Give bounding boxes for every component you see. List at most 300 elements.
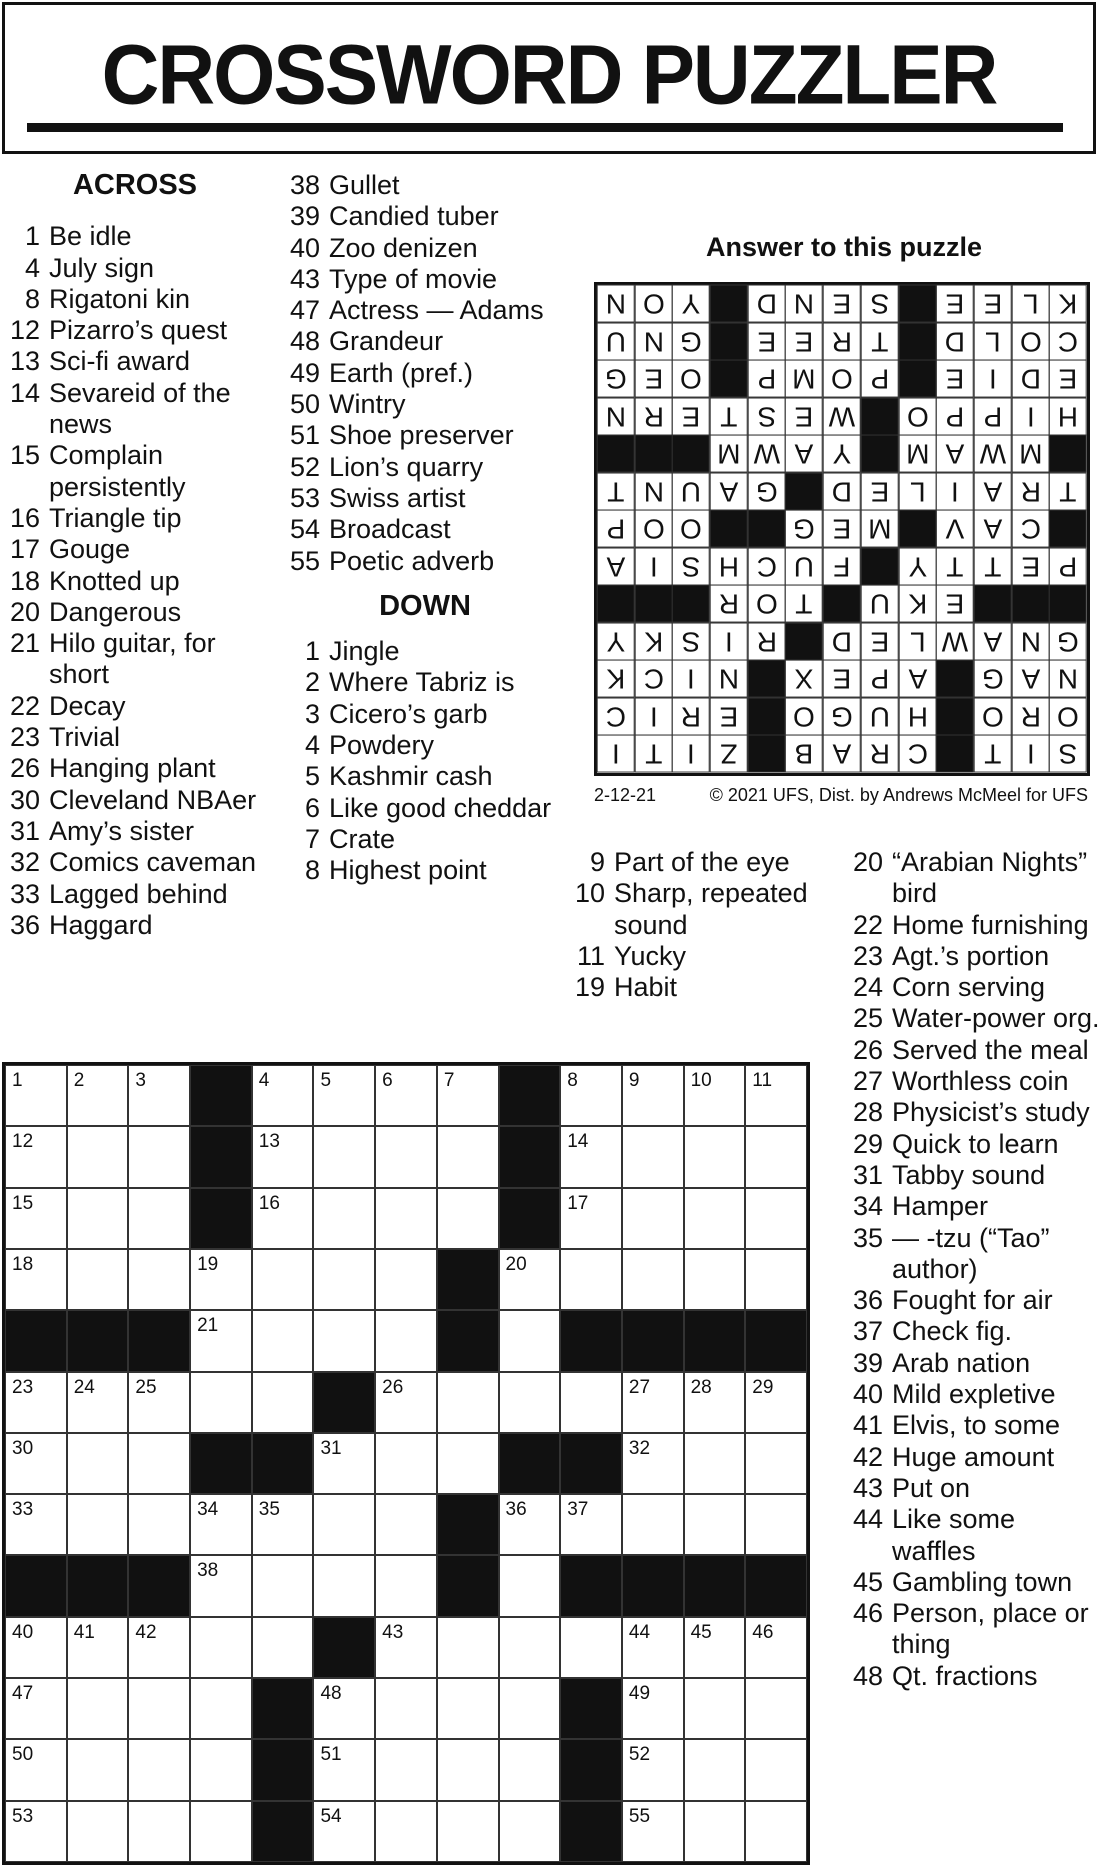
across-clue-list xyxy=(0,221,270,941)
answer-black-square xyxy=(1049,585,1087,623)
answer-cell: E xyxy=(635,360,673,398)
grid-cell[interactable] xyxy=(252,1249,314,1310)
black-square xyxy=(252,1739,314,1800)
clue-number: 55 xyxy=(289,545,320,576)
cell-number: 16 xyxy=(258,1192,280,1214)
clue-text: Water-power org. xyxy=(892,1003,1100,1034)
clue-text: Cicero’s garb xyxy=(329,698,488,729)
cell-number: 37 xyxy=(567,1499,589,1521)
grid-cell[interactable] xyxy=(499,1617,561,1678)
grid-cell[interactable] xyxy=(313,1739,375,1800)
down-clue-37 xyxy=(843,1316,1105,1347)
clue-number: 14 xyxy=(9,377,40,408)
cell-number: 12 xyxy=(12,1131,34,1153)
grid-cell[interactable] xyxy=(684,1739,746,1800)
grid-cell[interactable] xyxy=(622,1739,684,1800)
across-clue-33 xyxy=(0,879,270,910)
clue-number: 20 xyxy=(9,596,40,627)
grid-cell[interactable] xyxy=(190,1555,252,1616)
grid-cell[interactable] xyxy=(375,1494,437,1555)
clue-number: 18 xyxy=(9,565,40,596)
grid-cell[interactable] xyxy=(375,1126,437,1187)
grid-cell[interactable] xyxy=(67,1188,129,1249)
grid-cell[interactable] xyxy=(313,1494,375,1555)
grid-cell[interactable] xyxy=(5,1739,67,1800)
black-square xyxy=(5,1555,67,1616)
grid-cell[interactable] xyxy=(745,1065,807,1126)
clue-number: 19 xyxy=(574,972,605,1003)
across-clue-14 xyxy=(0,378,270,441)
answer-cell: M xyxy=(1012,435,1050,473)
answer-black-square xyxy=(597,585,635,623)
grid-cell[interactable] xyxy=(745,1433,807,1494)
grid-cell[interactable] xyxy=(684,1126,746,1187)
grid-cell[interactable] xyxy=(5,1801,67,1862)
answer-cell: A xyxy=(974,623,1012,661)
grid-cell[interactable] xyxy=(375,1555,437,1616)
answer-black-square xyxy=(710,360,748,398)
across-clue-50 xyxy=(280,389,570,420)
answer-cell: N xyxy=(785,285,823,323)
answer-cell: D xyxy=(1012,360,1050,398)
grid-cell[interactable] xyxy=(67,1065,129,1126)
answer-cell: C xyxy=(597,698,635,736)
grid-cell[interactable] xyxy=(499,1739,561,1800)
across-clue-31 xyxy=(0,816,270,847)
answer-cell: S xyxy=(748,398,786,436)
answer-cell: L xyxy=(899,473,937,511)
grid-cell[interactable] xyxy=(252,1188,314,1249)
grid-cell[interactable] xyxy=(437,1433,499,1494)
answer-cell: E xyxy=(974,285,1012,323)
answer-cell: A xyxy=(936,435,974,473)
grid-cell[interactable] xyxy=(67,1433,129,1494)
grid-cell[interactable] xyxy=(375,1801,437,1862)
grid-cell[interactable] xyxy=(313,1555,375,1616)
grid-cell[interactable] xyxy=(252,1494,314,1555)
clue-number: 10 xyxy=(574,878,605,909)
grid-cell[interactable] xyxy=(622,1678,684,1739)
grid-cell[interactable] xyxy=(5,1433,67,1494)
answer-cell: H xyxy=(1049,398,1087,436)
grid-cell[interactable] xyxy=(5,1678,67,1739)
grid-cell[interactable] xyxy=(499,1310,561,1371)
down-clue-29 xyxy=(843,1129,1105,1160)
clue-number: 15 xyxy=(9,440,40,471)
grid-cell[interactable] xyxy=(128,1372,190,1433)
answer-cell: I xyxy=(635,698,673,736)
cell-number: 55 xyxy=(628,1805,651,1827)
answer-cell: G xyxy=(597,360,635,398)
cell-number: 5 xyxy=(320,1070,332,1091)
clue-text: Dangerous xyxy=(49,596,182,627)
across-clue-13 xyxy=(0,346,270,377)
grid-cell[interactable] xyxy=(499,1555,561,1616)
across-clue-17 xyxy=(0,534,270,565)
answer-black-square xyxy=(861,548,899,586)
answer-cell: E xyxy=(861,623,899,661)
grid-cell[interactable] xyxy=(67,1617,129,1678)
grid-cell[interactable] xyxy=(128,1739,190,1800)
down-clue-45 xyxy=(843,1567,1105,1598)
clue-number: 21 xyxy=(9,628,40,659)
cell-number: 9 xyxy=(628,1070,640,1091)
down-clue-46 xyxy=(843,1598,1105,1661)
black-square xyxy=(313,1372,375,1433)
across-clue-18 xyxy=(0,566,270,597)
grid-cell[interactable] xyxy=(375,1188,437,1249)
grid-cell[interactable] xyxy=(745,1739,807,1800)
clue-number: 22 xyxy=(852,909,883,940)
clue-number: 7 xyxy=(304,823,320,854)
clue-number: 1 xyxy=(24,221,40,252)
black-square xyxy=(437,1249,499,1310)
grid-cell[interactable] xyxy=(684,1678,746,1739)
grid-cell[interactable] xyxy=(745,1249,807,1310)
black-square xyxy=(128,1310,190,1371)
down-clue-20 xyxy=(843,847,1105,910)
grid-cell[interactable] xyxy=(190,1249,252,1310)
grid-cell[interactable] xyxy=(684,1065,746,1126)
clue-text: Worthless coin xyxy=(892,1066,1069,1097)
answer-cell: B xyxy=(785,735,823,773)
answer-cell: M xyxy=(710,435,748,473)
across-clue-38 xyxy=(280,170,570,201)
clue-text: Mild expletive xyxy=(892,1379,1056,1410)
grid-cell[interactable] xyxy=(437,1188,499,1249)
grid-cell[interactable] xyxy=(128,1678,190,1739)
answer-cell: I xyxy=(1012,735,1050,773)
grid-cell[interactable] xyxy=(313,1801,375,1862)
answer-black-square xyxy=(710,285,748,323)
black-square xyxy=(252,1433,314,1494)
clue-text: Agt.’s portion xyxy=(892,940,1050,971)
answer-cell: E xyxy=(672,398,710,436)
grid-cell[interactable] xyxy=(437,1678,499,1739)
grid-cell[interactable] xyxy=(128,1494,190,1555)
answer-black-square xyxy=(635,435,673,473)
grid-cell[interactable] xyxy=(190,1739,252,1800)
answer-date: 2-12-21 xyxy=(594,785,657,805)
cell-number: 45 xyxy=(690,1621,712,1643)
grid-cell[interactable] xyxy=(622,1494,684,1555)
grid-cell[interactable] xyxy=(560,1372,622,1433)
answer-cell: R xyxy=(861,735,899,773)
grid-cell[interactable] xyxy=(622,1801,684,1862)
grid-cell[interactable] xyxy=(313,1310,375,1371)
answer-cell: O xyxy=(974,698,1012,736)
grid-cell[interactable] xyxy=(190,1801,252,1862)
cell-number: 20 xyxy=(505,1253,527,1275)
grid-cell[interactable] xyxy=(684,1617,746,1678)
cell-number: 10 xyxy=(690,1070,712,1091)
cell-number: 42 xyxy=(135,1621,157,1643)
grid-cell[interactable] xyxy=(375,1065,437,1126)
clue-text: Be idle xyxy=(49,221,132,252)
grid-cell[interactable] xyxy=(5,1249,67,1310)
clue-number: 50 xyxy=(289,389,320,420)
grid-cell[interactable] xyxy=(67,1494,129,1555)
grid-cell[interactable] xyxy=(5,1494,67,1555)
answer-cell: O xyxy=(1049,698,1087,736)
grid-cell[interactable] xyxy=(313,1433,375,1494)
down-clue-list-cont-2 xyxy=(843,847,1105,1692)
grid-cell[interactable] xyxy=(499,1249,561,1310)
clue-text: Highest point xyxy=(329,855,487,886)
clue-text: Lagged behind xyxy=(49,878,228,909)
answer-cell: O xyxy=(635,285,673,323)
grid-cell[interactable] xyxy=(375,1739,437,1800)
grid-cell[interactable] xyxy=(622,1126,684,1187)
grid-cell[interactable] xyxy=(375,1310,437,1371)
clue-number: 5 xyxy=(304,761,320,792)
answer-cell: U xyxy=(861,698,899,736)
cell-number: 35 xyxy=(258,1499,280,1521)
answer-cell: G xyxy=(672,323,710,361)
down-clue-26 xyxy=(843,1035,1105,1066)
answer-cell: I xyxy=(672,735,710,773)
grid-cell[interactable] xyxy=(190,1372,252,1433)
cell-number: 50 xyxy=(12,1744,34,1766)
answer-cell: S xyxy=(861,285,899,323)
grid-cell[interactable] xyxy=(745,1494,807,1555)
answer-cell: O xyxy=(635,510,673,548)
grid-cell[interactable] xyxy=(128,1801,190,1862)
across-clue-26 xyxy=(0,753,270,784)
grid-cell[interactable] xyxy=(190,1494,252,1555)
clue-text: Cleveland NBAer xyxy=(49,784,257,815)
grid-cell[interactable] xyxy=(128,1126,190,1187)
cell-number: 43 xyxy=(382,1621,404,1643)
grid-cell[interactable] xyxy=(437,1372,499,1433)
answer-cell: S xyxy=(672,548,710,586)
clue-text: Jingle xyxy=(329,636,400,667)
grid-cell[interactable] xyxy=(437,1617,499,1678)
clue-text: Gouge xyxy=(49,534,131,565)
grid-cell[interactable] xyxy=(437,1739,499,1800)
grid-cell[interactable] xyxy=(437,1065,499,1126)
grid-cell[interactable] xyxy=(745,1678,807,1739)
clue-text: Kashmir cash xyxy=(329,761,493,792)
answer-cell: I xyxy=(1012,398,1050,436)
clue-text: Crate xyxy=(329,823,396,854)
clue-text: Amy’s sister xyxy=(49,815,195,846)
clue-number: 40 xyxy=(852,1379,883,1410)
black-square xyxy=(745,1555,807,1616)
grid-cell[interactable] xyxy=(622,1065,684,1126)
across-clue-21 xyxy=(0,628,270,691)
grid-cell[interactable] xyxy=(499,1801,561,1862)
down-clue-24 xyxy=(843,972,1105,1003)
grid-cell[interactable] xyxy=(313,1126,375,1187)
grid-cell[interactable] xyxy=(560,1188,622,1249)
answer-black-square xyxy=(710,510,748,548)
grid-cell[interactable] xyxy=(437,1126,499,1187)
clue-text: Powdery xyxy=(329,730,435,761)
answer-cell: E xyxy=(748,323,786,361)
across-clue-43 xyxy=(280,264,570,295)
grid-cell[interactable] xyxy=(375,1617,437,1678)
clue-number: 47 xyxy=(289,295,320,326)
grid-cell[interactable] xyxy=(190,1617,252,1678)
grid-cell[interactable] xyxy=(313,1249,375,1310)
answer-cell: N xyxy=(597,398,635,436)
down-clue-4 xyxy=(280,730,570,761)
grid-cell[interactable] xyxy=(375,1372,437,1433)
grid-cell[interactable] xyxy=(745,1372,807,1433)
grid-cell[interactable] xyxy=(128,1617,190,1678)
grid-cell[interactable] xyxy=(499,1372,561,1433)
grid-cell[interactable] xyxy=(684,1801,746,1862)
grid-cell[interactable] xyxy=(5,1126,67,1187)
grid-cell[interactable] xyxy=(252,1617,314,1678)
down-clue-41 xyxy=(843,1410,1105,1441)
black-square xyxy=(67,1555,129,1616)
answer-cell: X xyxy=(785,660,823,698)
clue-text: “Arabian Nights” bird xyxy=(892,847,1088,909)
black-square xyxy=(190,1433,252,1494)
grid-cell[interactable] xyxy=(128,1433,190,1494)
grid-cell[interactable] xyxy=(622,1372,684,1433)
answer-black-square xyxy=(635,585,673,623)
answer-cell: N xyxy=(1049,660,1087,698)
grid-cell[interactable] xyxy=(252,1065,314,1126)
answer-cell: S xyxy=(1049,735,1087,773)
grid-cell[interactable] xyxy=(67,1249,129,1310)
grid-cell[interactable] xyxy=(684,1372,746,1433)
down-clue-3 xyxy=(280,699,570,730)
answer-cell: R xyxy=(1012,473,1050,511)
grid-cell[interactable] xyxy=(128,1188,190,1249)
across-clue-8 xyxy=(0,284,270,315)
grid-cell[interactable] xyxy=(622,1617,684,1678)
grid-cell[interactable] xyxy=(622,1433,684,1494)
grid-cell[interactable] xyxy=(5,1372,67,1433)
answer-cell: E xyxy=(936,360,974,398)
cell-number: 48 xyxy=(320,1683,342,1705)
grid-cell[interactable] xyxy=(128,1249,190,1310)
clue-number: 26 xyxy=(9,753,40,784)
grid-cell[interactable] xyxy=(745,1801,807,1862)
grid-cell[interactable] xyxy=(375,1249,437,1310)
answer-black-square xyxy=(785,473,823,511)
grid-cell[interactable] xyxy=(499,1678,561,1739)
down-clue-list-cont xyxy=(565,847,840,1003)
grid-cell[interactable] xyxy=(745,1617,807,1678)
answer-cell: C xyxy=(635,660,673,698)
answer-cell: A xyxy=(597,548,635,586)
answer-cell: R xyxy=(823,323,861,361)
black-square xyxy=(437,1555,499,1616)
cell-number: 27 xyxy=(628,1376,651,1398)
answer-cell: K xyxy=(1049,285,1087,323)
grid-cell[interactable] xyxy=(560,1065,622,1126)
grid-cell[interactable] xyxy=(190,1678,252,1739)
clue-number: 13 xyxy=(9,346,40,377)
clue-number: 23 xyxy=(852,940,883,971)
black-square xyxy=(5,1310,67,1371)
down-clue-25 xyxy=(843,1003,1105,1034)
grid-cell[interactable] xyxy=(252,1555,314,1616)
clue-text: Swiss artist xyxy=(329,482,466,513)
black-square xyxy=(499,1433,561,1494)
grid-cell[interactable] xyxy=(67,1801,129,1862)
answer-cell: E xyxy=(1012,548,1050,586)
cell-number: 2 xyxy=(73,1070,85,1091)
cell-number: 17 xyxy=(567,1192,589,1214)
grid-cell[interactable] xyxy=(499,1494,561,1555)
grid-cell[interactable] xyxy=(67,1739,129,1800)
grid-cell[interactable] xyxy=(313,1065,375,1126)
grid-cell[interactable] xyxy=(252,1372,314,1433)
clue-text: Lion’s quarry xyxy=(329,451,484,482)
grid-cell[interactable] xyxy=(684,1433,746,1494)
answer-cell: M xyxy=(899,435,937,473)
grid-cell[interactable] xyxy=(622,1188,684,1249)
grid-cell[interactable] xyxy=(375,1433,437,1494)
answer-black-square xyxy=(748,735,786,773)
answer-cell: E xyxy=(861,473,899,511)
clue-text: Hamper xyxy=(892,1191,989,1222)
black-square xyxy=(499,1188,561,1249)
down-clue-39 xyxy=(843,1348,1105,1379)
grid-cell[interactable] xyxy=(252,1310,314,1371)
cell-number: 30 xyxy=(12,1437,34,1459)
grid-cell[interactable] xyxy=(252,1126,314,1187)
answer-cell: R xyxy=(748,623,786,661)
answer-black-square xyxy=(672,585,710,623)
grid-cell[interactable] xyxy=(622,1249,684,1310)
grid-cell[interactable] xyxy=(745,1188,807,1249)
grid-cell[interactable] xyxy=(560,1617,622,1678)
grid-cell[interactable] xyxy=(313,1188,375,1249)
grid-cell[interactable] xyxy=(67,1678,129,1739)
grid-cell[interactable] xyxy=(684,1249,746,1310)
grid-cell[interactable] xyxy=(684,1494,746,1555)
black-square xyxy=(560,1555,622,1616)
across-clue-23 xyxy=(0,722,270,753)
across-clue-51 xyxy=(280,420,570,451)
grid-cell[interactable] xyxy=(5,1065,67,1126)
grid-cell[interactable] xyxy=(190,1310,252,1371)
across-heading: ACROSS xyxy=(72,169,198,201)
black-square xyxy=(252,1678,314,1739)
grid-cell[interactable] xyxy=(67,1372,129,1433)
grid-cell[interactable] xyxy=(560,1494,622,1555)
grid-cell[interactable] xyxy=(5,1188,67,1249)
grid-cell[interactable] xyxy=(313,1678,375,1739)
clue-number: 54 xyxy=(289,514,320,545)
across-clue-54 xyxy=(280,514,570,545)
answer-cell: C xyxy=(748,548,786,586)
grid-cell[interactable] xyxy=(560,1126,622,1187)
clue-text: Where Tabriz is xyxy=(329,667,515,698)
clue-text: Shoe preserver xyxy=(329,420,514,451)
grid-cell[interactable] xyxy=(375,1678,437,1739)
clue-text: Grandeur xyxy=(329,326,444,357)
grid-cell[interactable] xyxy=(684,1188,746,1249)
grid-cell[interactable] xyxy=(128,1065,190,1126)
grid-cell[interactable] xyxy=(5,1617,67,1678)
clue-text: Person, place or thing xyxy=(892,1598,1089,1660)
black-square xyxy=(437,1310,499,1371)
grid-cell[interactable] xyxy=(67,1126,129,1187)
answer-cell: W xyxy=(974,435,1012,473)
grid-cell[interactable] xyxy=(560,1249,622,1310)
grid-cell[interactable] xyxy=(745,1126,807,1187)
grid-cell[interactable] xyxy=(437,1801,499,1862)
answer-cell: O xyxy=(672,360,710,398)
